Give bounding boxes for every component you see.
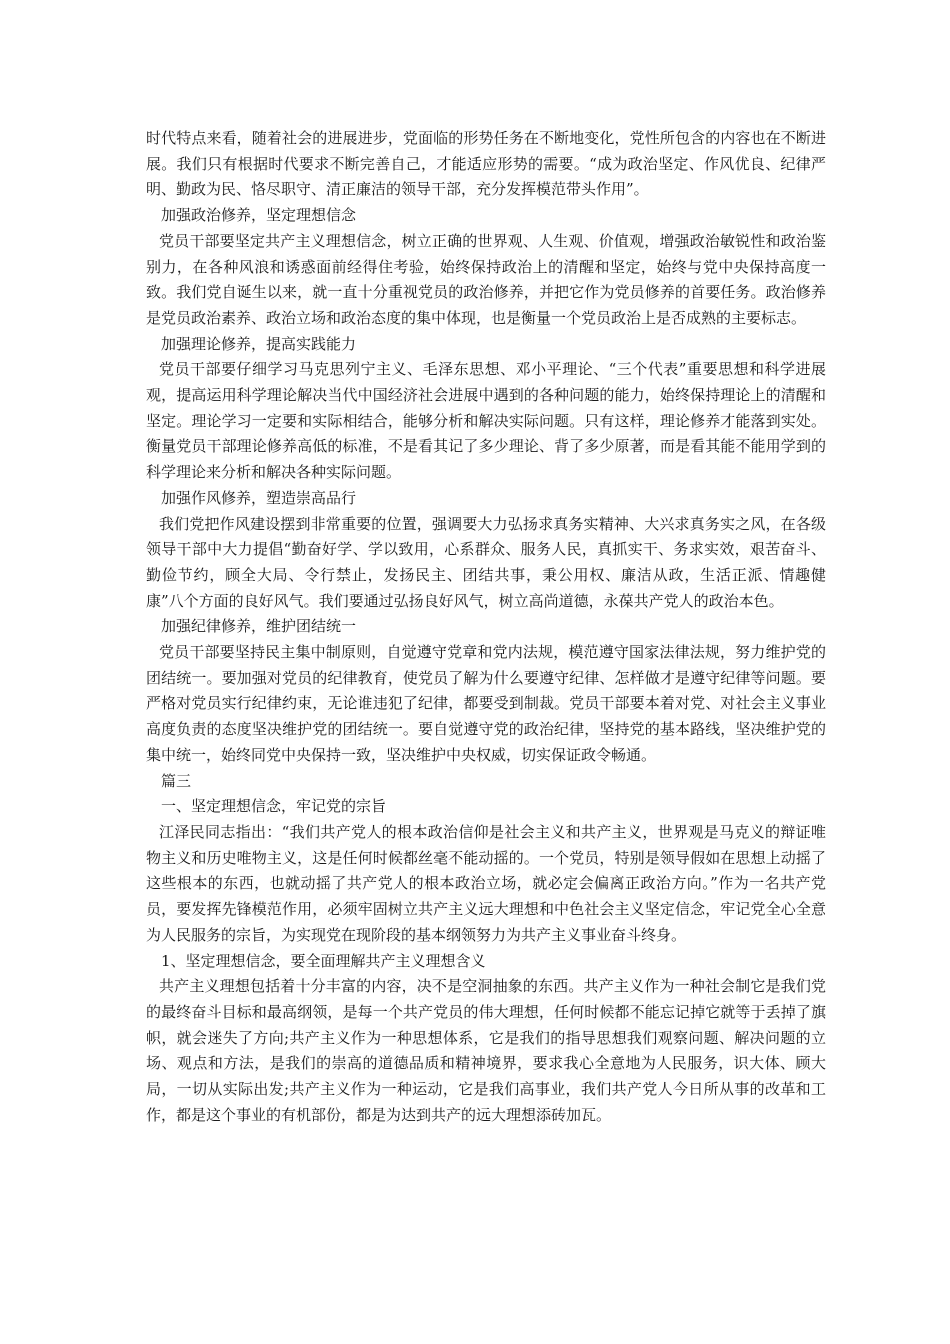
section-heading-ideals: 一、坚定理想信念，牢记党的宗旨 [161, 797, 387, 816]
paragraph-political: 党员干部要坚定共产主义理想信念，树立正确的世界观、人生观、价值观，增强政治敏锐性和政治鉴别力，在各种风浪和诱惑面前经得住考验，始终保持政治上的清醒和坚定，始终与党中央保持高度一致。我们党自诞生以来，就一直十分重视党员的政治修养，并把它作为党员修养的首要任务。政治修养是党员政治素养、政治立场和政治态度的集中体现，也是衡量一个党员政治上是否成熟的主要标志。 [146, 231, 826, 327]
section-heading-discipline: 加强纪律修养，维护团结统一 [161, 617, 357, 636]
paragraph-discipline: 党员干部要坚持民主集中制原则，自觉遵守党章和党内法规，模范遵守国家法律法规，努力维护党的团结统一。要加强对党员的纪律教育，使党员了解为什么要遵守纪律、怎样做才是遵守纪律等问题。要严格对党员实行纪律约束，无论谁违犯了纪律，都要受到制裁。党员干部要本着对党、对社会主义事业高度负责的态度坚决维护党的团结统一。要自觉遵守党的政治纪律，坚持党的基本路线，坚决维护党的集中统一，始终同党中央保持一致，坚决维护中央权威，切实保证政令畅通。 [146, 643, 826, 764]
paragraph-communism: 共产主义理想包括着十分丰富的内容，决不是空洞抽象的东西。共产主义作为一种社会制它是我们党的最终奋斗目标和最高纲领，是每一个共产党员的伟大理想，任何时候都不能忘记掉它就等于丢掉了旗帜，就会迷失了方向;共产主义作为一种思想体系，它是我们的指导思想我们观察问题、解决问题的立场、观点和方法，是我们的崇高的道德品质和精神境界，要求我心全意地为人民服务，识大体、顾大局，一切从实际出发;共产主义作为一种运动，它是我们高事业，我们共产党人今日所从事的改革和工作，都是这个事业的有机部份，都是为达到共产的远大理想添砖加瓦。 [146, 977, 826, 1124]
section-heading-political: 加强政治修养，坚定理想信念 [161, 206, 357, 225]
part-heading-three: 篇三 [161, 771, 192, 790]
paragraph-1: 时代特点来看，随着社会的进展进步，党面临的形势任务在不断地变化，党性所包含的内容也在不断进展。我们只有根据时代要求不断完善自己，才能适应形势的需要。“成为政治坚定、作风优良、纪律严明、勤政为民、恪尽职守、清正廉洁的领导干部，充分发挥模范带头作用”。 [146, 129, 826, 199]
section-heading-style: 加强作风修养，塑造崇高品行 [161, 488, 357, 507]
paragraph-theory: 党员干部要仔细学习马克思列宁主义、毛泽东思想、邓小平理论、“三个代表”重要思想和科学进展观，提高运用科学理论解决当代中国经济社会进展中遇到的各种问题的能力，始终保持理论上的清醒和坚定。理论学习一定要和实际相结合，能够分析和解决实际问题。只有这样，理论修养才能落到实处。衡量党员干部理论修养高低的标准，不是看其记了多少理论、背了多少原著，而是看其能不能用学到的科学理论来分析和解决各种实际问题。 [146, 360, 826, 482]
paragraph-ideals: 江泽民同志指出：“我们共产党人的根本政治信仰是社会主义和共产主义，世界观是马克义的辩证唯物主义和历史唯物主义，这是任何时候都丝毫不能动摇的。一个党员，特别是领导假如在思想上动摇了这些根本的东西，也就动摇了共产党人的根本政治立场，就必定会偏离正政治方向。”作为一名共产党员，要发挥先锋模范作用，必须牢固树立共产主义远大理想和中色社会主义坚定信念，牢记党全心全意为人民服务的宗旨，为实现党在现阶段的基本纲领努力为共产主义事业奋斗终身。 [146, 822, 826, 944]
paragraph-style: 我们党把作风建设摆到非常重要的位置，强调要大力弘扬求真务实精神、大兴求真务实之风，在各级领导干部中大力提倡“勤奋好学、学以致用，心系群众、服务人民，真抓实干、务求实效，艰苦奋斗、勤俭节约，顾全大局、令行禁止，发扬民主、团结共事，秉公用权、廉洁从政，生活正派、情趣健康”八个方面的良好风气。我们要通过弘扬良好风气，树立高尚道德，永葆共产党人的政治本色。 [146, 514, 826, 610]
subsection-heading-communism: 1、坚定理想信念，要全面理解共产主义理想含义 [161, 951, 486, 970]
section-heading-theory: 加强理论修养，提高实践能力 [161, 334, 357, 353]
document-page [146, 126, 826, 1128]
